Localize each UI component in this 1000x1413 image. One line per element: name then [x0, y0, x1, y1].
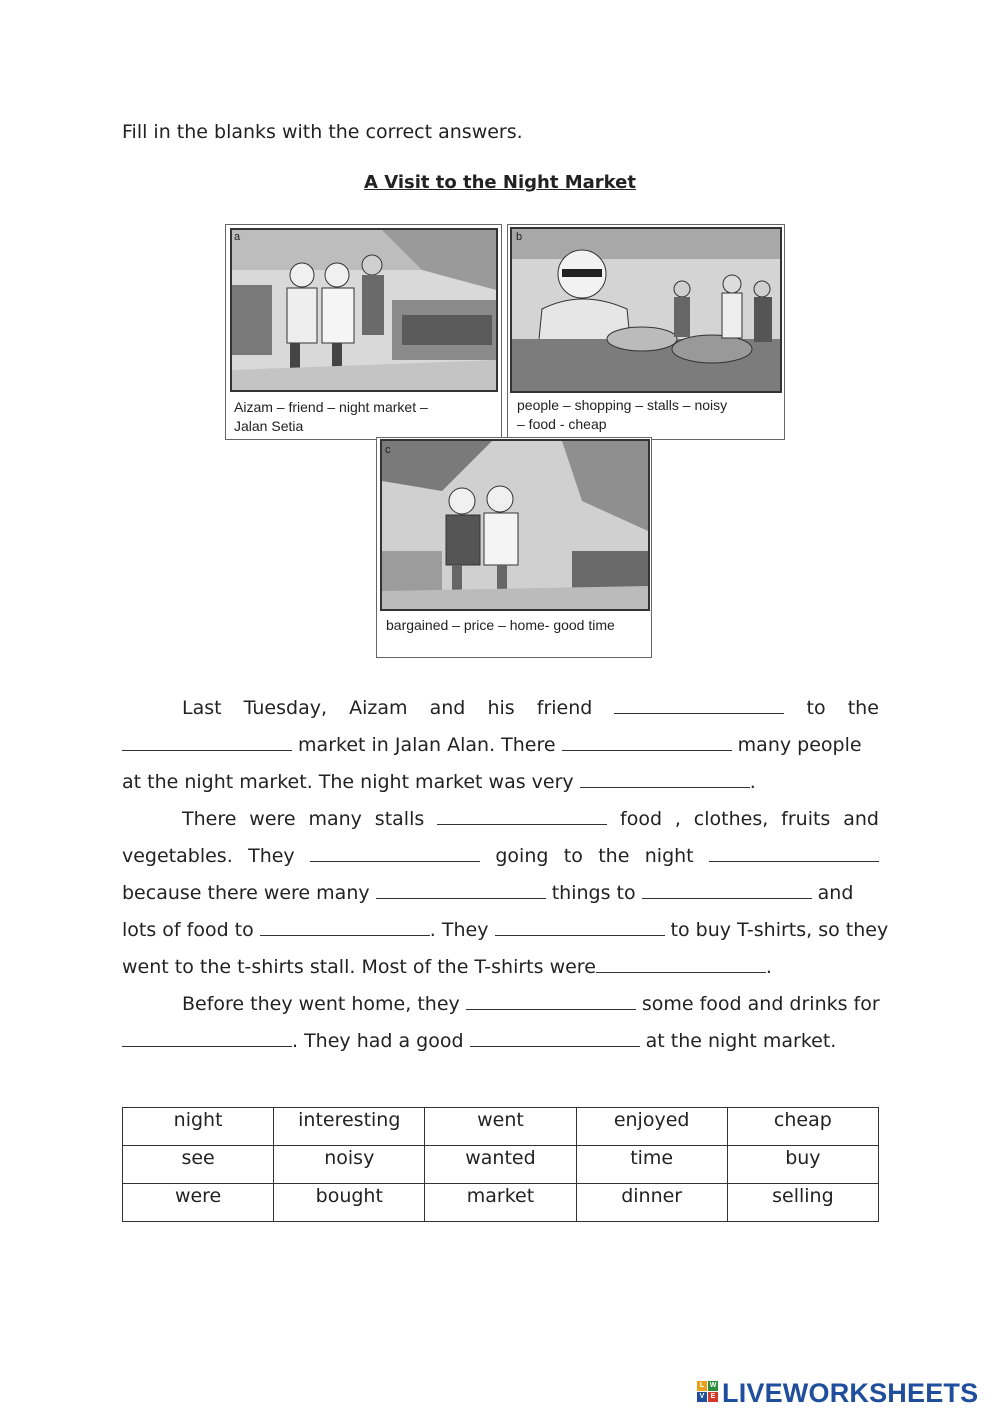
- answer-blank[interactable]: [580, 771, 750, 788]
- panel-letter-c: c: [385, 444, 391, 456]
- word-bank-cell: interesting: [274, 1108, 425, 1146]
- liveworksheets-logo-text: LIVEWORKSHEETS: [722, 1377, 979, 1408]
- passage-line: [122, 697, 879, 723]
- passage-line: [122, 734, 879, 760]
- word: fruits: [781, 808, 831, 830]
- answer-blank[interactable]: [642, 882, 812, 899]
- passage-text: .: [749, 771, 756, 793]
- caption-line: – food - cheap: [517, 416, 607, 432]
- word: ,: [674, 808, 681, 830]
- passage-text: . They: [429, 919, 495, 941]
- word-bank-cell: selling: [727, 1184, 878, 1222]
- instruction-text: Fill in the blanks with the correct answers.: [122, 121, 523, 143]
- word: the: [598, 845, 630, 867]
- word: to: [563, 845, 583, 867]
- caption-line: bargained – price – home- good time: [386, 617, 615, 633]
- word: stalls: [374, 808, 425, 830]
- word: his: [487, 697, 515, 719]
- passage-line: [122, 993, 879, 1019]
- answer-blank[interactable]: [470, 1030, 640, 1047]
- answer-blank[interactable]: [562, 734, 732, 751]
- word: night: [644, 845, 694, 867]
- liveworksheets-logo-icon: L W V E: [697, 1381, 719, 1405]
- passage-line: [122, 882, 879, 908]
- passage-line: [122, 771, 879, 797]
- answer-blank[interactable]: [122, 1030, 292, 1047]
- passage-text: at the night market.: [639, 1030, 837, 1052]
- word: were: [249, 808, 296, 830]
- passage-text: because there were many: [122, 882, 376, 904]
- passage-text: market in Jalan Alan. There: [292, 734, 562, 756]
- word: food: [620, 808, 662, 830]
- answer-blank[interactable]: [709, 845, 879, 862]
- passage-line: [122, 808, 879, 834]
- passage-line: [122, 845, 879, 871]
- word-bank-cell: went: [425, 1108, 576, 1146]
- caption-line: Aizam – friend – night market –: [234, 399, 428, 415]
- answer-blank[interactable]: [310, 845, 480, 862]
- word: Tuesday,: [243, 697, 328, 719]
- word: friend: [536, 697, 593, 719]
- passage-text: went to the t-shirts stall. Most of the T-shirts were: [122, 956, 596, 978]
- passage-text: some food and drinks for: [635, 993, 880, 1015]
- word-bank-cell: night: [123, 1108, 274, 1146]
- word: They: [248, 845, 295, 867]
- liveworksheets-logo[interactable]: [697, 1375, 978, 1411]
- word-bank-cell: buy: [727, 1146, 878, 1184]
- caption-line: people – shopping – stalls – noisy: [517, 397, 728, 413]
- word: going: [495, 845, 549, 867]
- word: and: [843, 808, 879, 830]
- word-bank-cell: see: [123, 1146, 274, 1184]
- answer-blank[interactable]: [437, 808, 607, 825]
- word-bank-cell: wanted: [425, 1146, 576, 1184]
- word-bank-cell: cheap: [727, 1108, 878, 1146]
- answer-blank[interactable]: [122, 734, 292, 751]
- answer-blank[interactable]: [466, 993, 636, 1010]
- answer-blank[interactable]: [376, 882, 546, 899]
- panel-letter-b: b: [516, 231, 523, 243]
- panel-letter-a: a: [234, 231, 241, 243]
- passage-line: [122, 956, 879, 982]
- word-bank-row: [123, 1146, 879, 1184]
- passage-text: many people: [731, 734, 862, 756]
- answer-blank[interactable]: [596, 956, 766, 973]
- word-bank-cell: market: [425, 1184, 576, 1222]
- worksheet-title: A Visit to the Night Market: [364, 172, 636, 193]
- passage-text: lots of food to: [122, 919, 260, 941]
- word-bank-cell: noisy: [274, 1146, 425, 1184]
- passage-text: things to: [545, 882, 642, 904]
- word: clothes,: [693, 808, 769, 830]
- word-bank-table: [122, 1107, 879, 1222]
- word: There: [182, 808, 237, 830]
- answer-blank[interactable]: [614, 697, 784, 714]
- passage-text: and: [811, 882, 854, 904]
- passage-line: [122, 919, 889, 945]
- word: and: [429, 697, 466, 719]
- passage-text: .: [765, 956, 772, 978]
- word: Last: [182, 697, 222, 719]
- word: to: [806, 697, 826, 719]
- word-bank-row: [123, 1108, 879, 1146]
- word: many: [308, 808, 362, 830]
- passage-text: to buy T-shirts, so they: [664, 919, 889, 941]
- word-bank-cell: enjoyed: [576, 1108, 727, 1146]
- word: Aizam: [349, 697, 408, 719]
- passage-text: at the night market. The night market was very: [122, 771, 580, 793]
- word-bank-cell: dinner: [576, 1184, 727, 1222]
- passage-text: Before they went home, they: [182, 993, 466, 1015]
- word-bank-row: [123, 1184, 879, 1222]
- word-bank-cell: were: [123, 1184, 274, 1222]
- passage-line: [122, 1030, 879, 1056]
- word-bank-cell: time: [576, 1146, 727, 1184]
- word: vegetables.: [122, 845, 233, 867]
- caption-line: Jalan Setia: [234, 418, 304, 434]
- passage-text: . They had a good: [292, 1030, 470, 1052]
- word: the: [847, 697, 879, 719]
- answer-blank[interactable]: [495, 919, 665, 936]
- answer-blank[interactable]: [260, 919, 430, 936]
- word-bank-cell: bought: [274, 1184, 425, 1222]
